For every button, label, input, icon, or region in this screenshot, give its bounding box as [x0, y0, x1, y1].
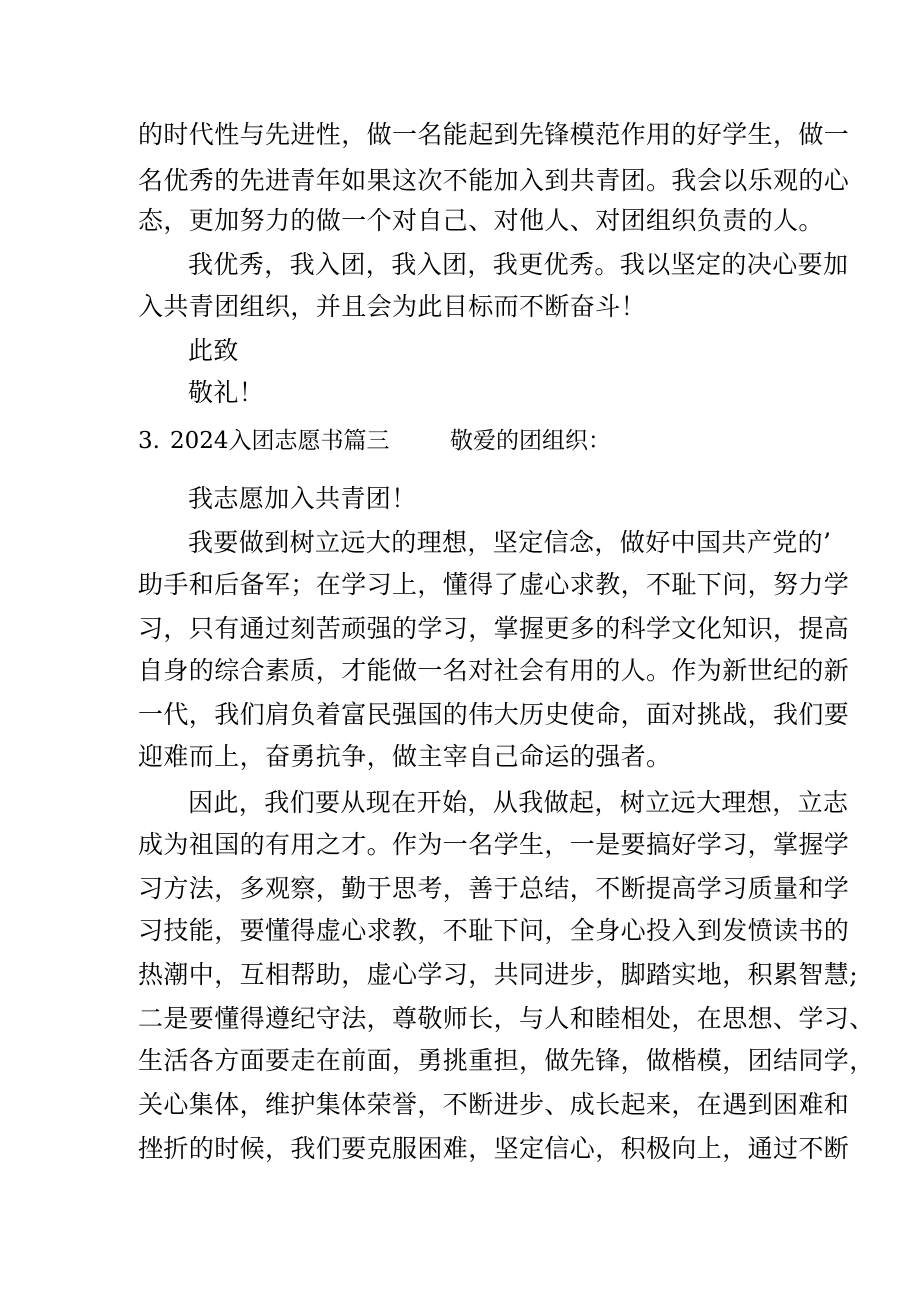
paragraph-2-line-2: 入共青团组织，并且会为此目标而不断奋斗！	[138, 292, 647, 321]
paragraph-1-line-1: 的时代性与先进性，做一名能起到先锋模范作用的好学生，做一	[138, 120, 850, 149]
section-number: 3.	[138, 428, 160, 454]
paragraph-4-line-4: 自身的综合素质，才能做一名对社会有用的人。作为新世纪的新	[138, 656, 850, 685]
paragraph-5-line-1: 因此，我们要从现在开始，从我做起，树立远大理想，立志	[188, 788, 849, 817]
paragraph-5-line-9: 挫折的时候，我们要克服困难，坚定信心，积极向上，通过不断	[138, 1134, 850, 1163]
closing-line-1: 此致	[188, 336, 239, 365]
paragraph-1-line-2: 名优秀的先进青年如果这次不能加入到共青团。我会以乐观的心	[138, 166, 850, 195]
section-salutation: 敬爱的团组织：	[450, 428, 611, 454]
closing-line-2: 敬礼！	[188, 378, 265, 407]
paragraph-4-line-6: 迎难而上，奋勇抗争，做主宰自己命运的强者。	[138, 742, 672, 771]
section-heading	[0, 426, 920, 456]
paragraph-4-line-5: 一代，我们肩负着富民强国的伟大历史使命，面对挑战，我们要	[138, 700, 850, 729]
section-title: 2024入团志愿书篇三	[170, 428, 390, 454]
paragraph-5-line-7: 生活各方面要走在前面，勇挑重担，做先锋，做楷模，团结同学，	[138, 1046, 875, 1075]
paragraph-2-line-1: 我优秀，我入团，我入团，我更优秀。我以坚定的决心要加	[188, 250, 849, 279]
paragraph-5-line-4: 习技能，要懂得虚心求教，不耻下问，全身心投入到发愤读书的	[138, 916, 850, 945]
paragraph-4-line-1: 我要做到树立远大的理想，坚定信念，做好中国共产党的’	[188, 528, 832, 557]
paragraph-4-line-2: 助手和后备军；在学习上，懂得了虚心求教，不耻下问，努力学	[138, 570, 850, 599]
paragraph-1-line-3: 态，更加努力的做一个对自己、对他人、对团组织负责的人。	[138, 206, 824, 235]
paragraph-5-line-5: 热潮中，互相帮助，虚心学习，共同进步，脚踏实地，积累智慧;	[138, 960, 859, 989]
paragraph-5-line-6: 二是要懂得遵纪守法，尊敬师长，与人和睦相处，在思想、学习、	[138, 1004, 875, 1033]
paragraph-5-line-3: 习方法，多观察，勤于思考，善于总结，不断提高学习质量和学	[138, 874, 850, 903]
paragraph-4-line-3: 习，只有通过刻苦顽强的学习，掌握更多的科学文化知识，提高	[138, 614, 850, 643]
paragraph-3-line-1: 我志愿加入共青团！	[188, 484, 417, 513]
paragraph-5-line-2: 成为祖国的有用之才。作为一名学生，一是要搞好学习，掌握学	[138, 830, 850, 859]
paragraph-5-line-8: 关心集体，维护集体荣誉，不断进步、成长起来，在遇到困难和	[138, 1090, 850, 1119]
